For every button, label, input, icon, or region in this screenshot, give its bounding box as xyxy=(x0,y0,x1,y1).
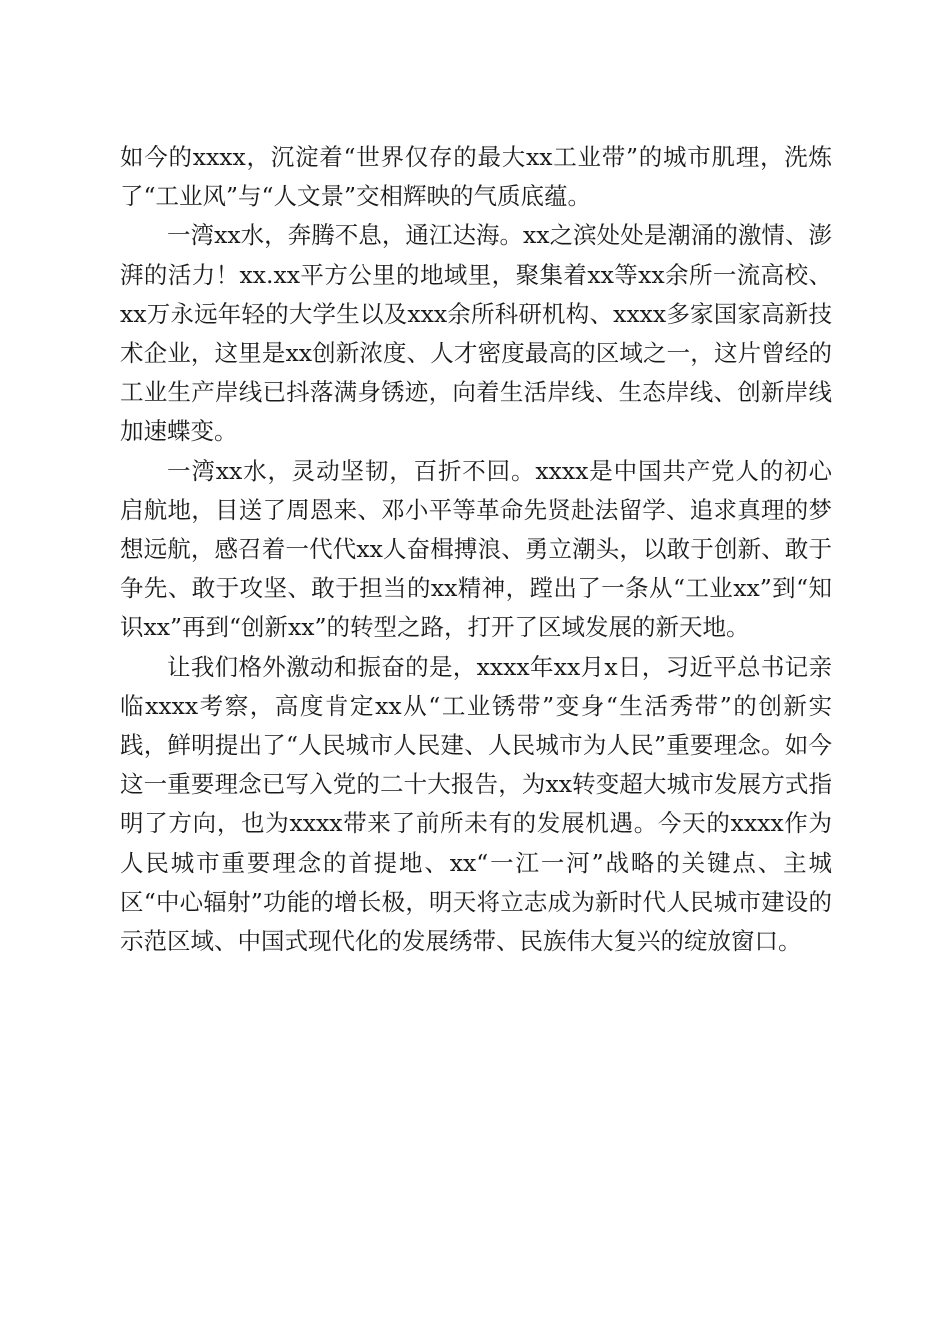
paragraph-1: 如今的xxxx，沉淀着“世界仅存的最大xx工业带”的城市肌理，洗炼了“工业风”与“人文景”交相辉映的气质底蕴。 xyxy=(120,143,832,211)
paragraph-2: 一湾xx水，奔腾不息，通江达海。xx之滨处处是潮涌的激情、澎湃的活力！xx.xx平方公里的地域里，聚集着xx等xx余所一流高校、xx万永远年轻的大学生以及xxx余所科研机构、xxxx多家国家高新技术企业，这里是xx创新浓度、人才密度最高的区域之一，这片曾经的工业生产岸线已抖落满身锈迹，向着生活岸线、生态岸线、创新岸线加速蝶变。 xyxy=(120,221,832,446)
document-body xyxy=(120,138,832,961)
paragraph-4: 让我们格外激动和振奋的是，xxxx年xx月x日，习近平总书记亲临xxxx考察，高度肯定xx从“工业锈带”变身“生活秀带”的创新实践，鲜明提出了“人民城市人民建、人民城市为人民”重要理念。如今这一重要理念已写入党的二十大报告，为xx转变超大城市发展方式指明了方向，也为xxxx带来了前所未有的发展机遇。今天的xxxx作为人民城市重要理念的首提地、xx“一江一河”战略的关键点、主城区“中心辐射”功能的增长极，明天将立志成为新时代人民城市建设的示范区域、中国式现代化的发展绣带、民族伟大复兴的绽放窗口。 xyxy=(120,652,832,956)
paragraph-3: 一湾xx水，灵动坚韧，百折不回。xxxx是中国共产党人的初心启航地，目送了周恩来、邓小平等革命先贤赴法留学、追求真理的梦想远航，感召着一代代xx人奋楫搏浪、勇立潮头，以敢于创新、敢于争先、敢于攻坚、敢于担当的xx精神，蹚出了一条从“工业xx”到“知识xx”再到“创新xx”的转型之路，打开了区域发展的新天地。 xyxy=(120,456,832,642)
